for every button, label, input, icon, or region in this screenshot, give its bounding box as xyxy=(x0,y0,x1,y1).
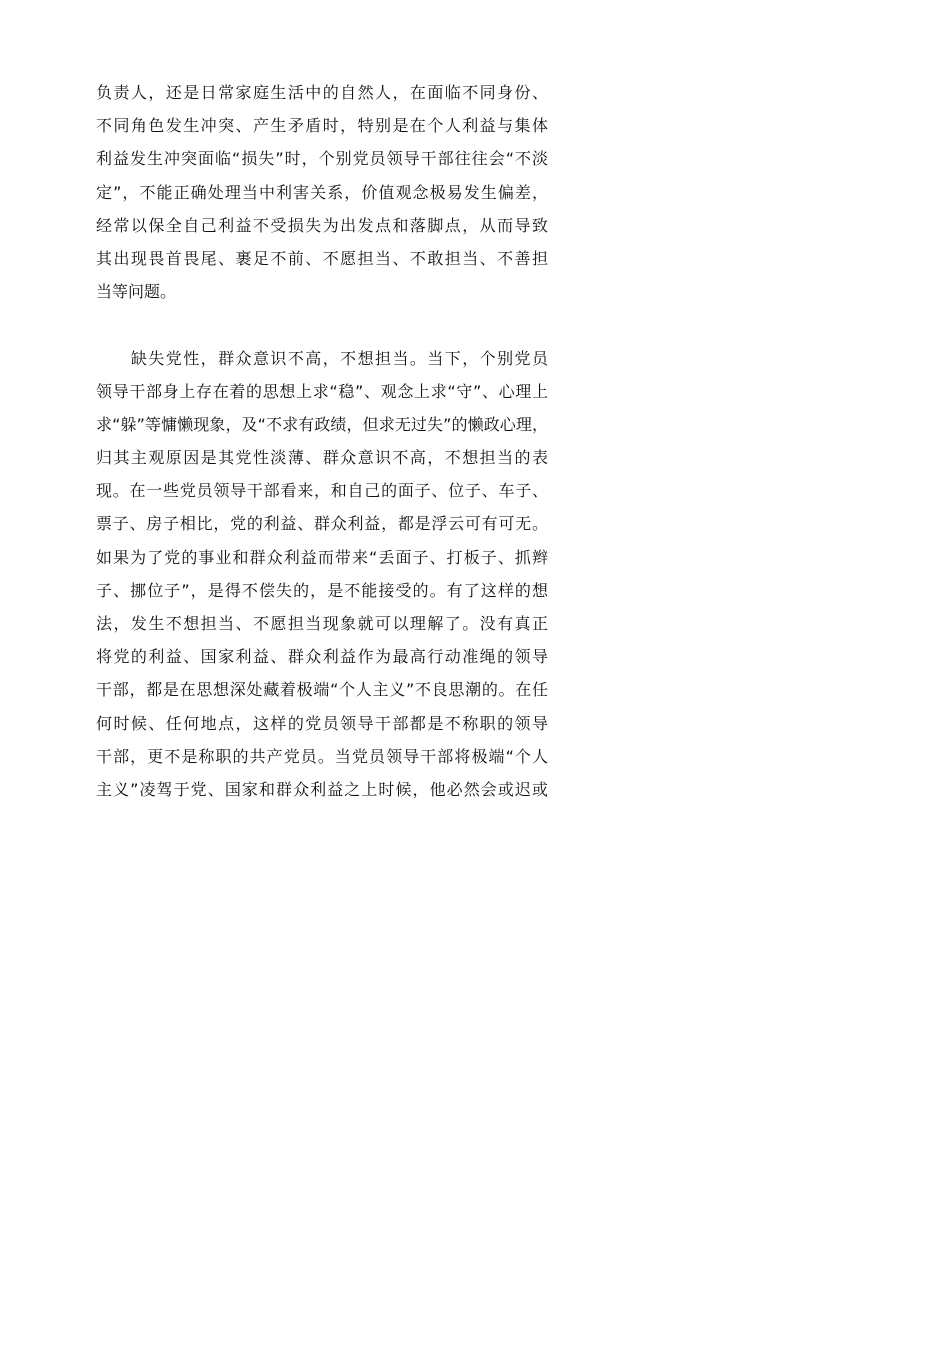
body-text xyxy=(96,76,548,806)
text-line: 如果为了党的事业和群众利益而带来“丢面子、打板子、抓辫 xyxy=(96,547,548,567)
text-line: 现。在一些党员领导干部看来，和自己的面子、位子、车子、 xyxy=(96,481,548,501)
text-line: 负责人，还是日常家庭生活中的自然人，在面临不同身份、 xyxy=(96,83,548,102)
text-line: 定”，不能正确处理当中利害关系，价值观念极易发生偏差， xyxy=(96,182,548,202)
text-line: 缺失党性，群众意识不高，不想担当。当下，个别党员 xyxy=(96,348,548,368)
text-line: 归其主观原因是其党性淡薄、群众意识不高，不想担当的表 xyxy=(96,448,548,468)
text-line: 利益发生冲突面临“损失”时，个别党员领导干部往往会“不淡 xyxy=(96,149,548,169)
text-line: 法，发生不想担当、不愿担当现象就可以理解了。没有真正 xyxy=(96,614,548,633)
text-line: 其出现畏首畏尾、裹足不前、不愿担当、不敢担当、不善担 xyxy=(96,248,548,268)
text-line: 当等问题。 xyxy=(96,282,177,302)
text-line: 领导干部身上存在着的思想上求“稳”、观念上求“守”、心理上 xyxy=(96,381,548,401)
text-line: 票子、房子相比，党的利益、群众利益，都是浮云可有可无。 xyxy=(96,514,548,534)
text-line: 经常以保全自己利益不受损失为出发点和落脚点，从而导致 xyxy=(96,215,548,235)
paragraph-spacer xyxy=(96,308,548,341)
text-line: 何时候、任何地点，这样的党员领导干部都是不称职的领导 xyxy=(96,713,548,733)
paragraph-1 xyxy=(96,76,548,308)
text-line: 求“躲”等慵懒现象，及“不求有政绩，但求无过失”的懒政心理， xyxy=(96,414,548,434)
text-line: 干部，都是在思想深处藏着极端“个人主义”不良思潮的。在任 xyxy=(96,680,548,700)
text-line: 将党的利益、国家利益、群众利益作为最高行动准绳的领导 xyxy=(96,647,548,667)
paragraph-2 xyxy=(96,342,548,807)
text-line: 干部，更不是称职的共产党员。当党员领导干部将极端“个人 xyxy=(96,746,548,766)
text-line: 主义”凌驾于党、国家和群众利益之上时候，他必然会或迟或 xyxy=(96,779,548,799)
text-line: 不同角色发生冲突、产生矛盾时，特别是在个人利益与集体 xyxy=(96,116,548,136)
text-line: 子、挪位子”，是得不偿失的，是不能接受的。有了这样的想 xyxy=(96,580,548,600)
